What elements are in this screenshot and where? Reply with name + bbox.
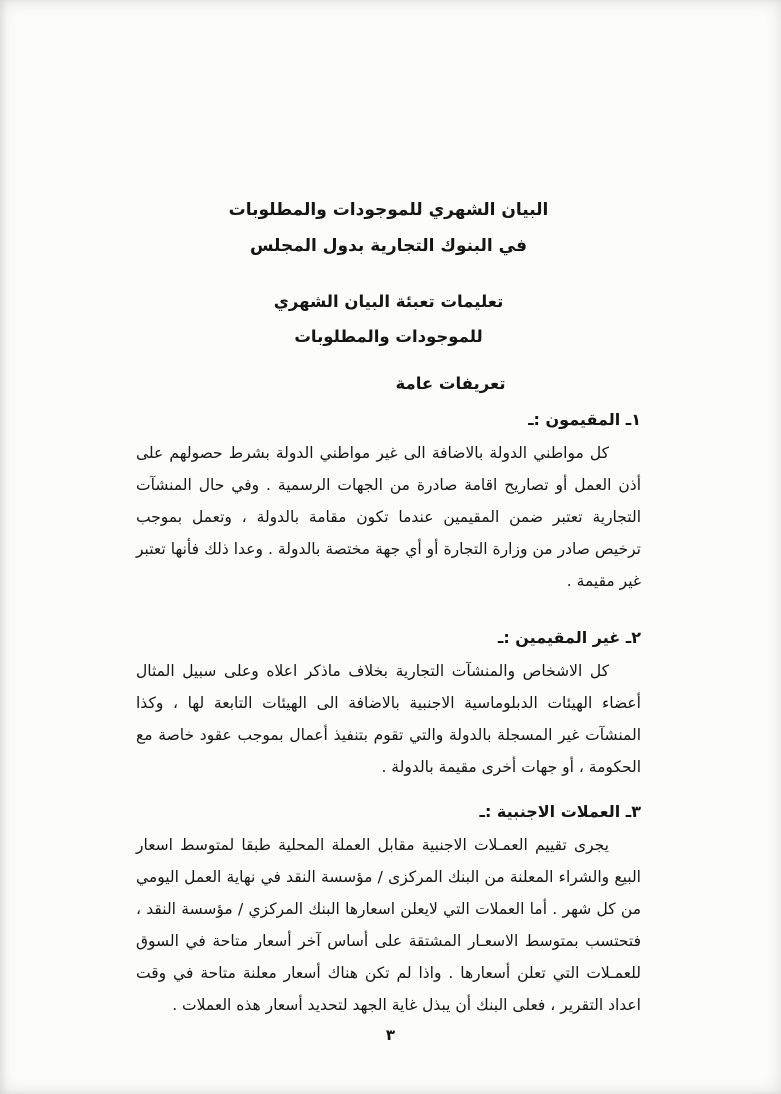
- title-line-1: البيان الشهري للموجودات والمطلوبات: [228, 200, 549, 220]
- item-body-foreign-currencies: يجرى تقييم العمـلات الاجنبية مقابل العملة المحلية طبقا لمتوسط اسعار البيع والشراء المعلنة من البنك المركزى / مؤسسة النقد في نهاية العمل اليومي من كل شهر . أما العملات التي لايعلن اسعارها البنك المركزي / مؤسسة النقد ، فتحتسب بمتوسط الاسعـار المشتقة على أساس آخر أسعار متاحة في السوق للعمـلات التي تعلن أسعارها . واذا لم تكن هناك أسعار معلنة متاحة في وقت اعداد التقرير ، فعلى البنك أن يبذل غاية الجهد لتحديد أسعار هذه العملات .: [136, 836, 641, 1014]
- subtitle-line-1: تعليمات تعبئة البيان الشهري: [273, 292, 504, 311]
- item-heading-non-residents: ٢ـ غير المقيمين :ـ: [497, 628, 641, 647]
- item-body-non-residents: كل الاشخاص والمنشآت التجارية بخلاف ماذكر اعلاه وعلى سبيل المثال أعضاء الهيئات الدبلوماسية الاجنبية بالاضافة الى الهيئات التابعة لها ، وكذا المنشآت غير المسجلة بالدولة والتي تقوم بتنفيذ أعمال بموجب عقود خاصة مع الحكومة ، أو جهات أخرى مقيمة بالدولة .: [136, 662, 641, 776]
- document-title: [136, 192, 641, 264]
- section-heading-general-definitions: تعريفات عامة: [395, 374, 506, 393]
- page-number: ٣: [385, 1026, 396, 1044]
- definition-item-non-residents: [136, 623, 641, 783]
- item-heading-residents: ١ـ المقيمون :ـ: [528, 410, 641, 429]
- document-subtitle: [136, 284, 641, 354]
- item-heading-foreign-currencies: ٣ـ العملات الاجنبية :ـ: [479, 802, 641, 821]
- definition-item-foreign-currencies: [136, 797, 641, 1021]
- title-line-2: في البنوك التجارية بدول المجلس: [250, 236, 527, 256]
- definition-item-residents: [136, 405, 641, 597]
- item-body-residents: كل مواطني الدولة بالاضافة الى غير مواطني الدولة بشرط حصولهم على أذن العمل أو تصاريح اقامة صادرة من الجهات الرسمية . وفي حال المنشآت التجارية تعتبر ضمن المقيمين عندما تكون مقامة بالدولة ، وتعمل بموجب ترخيص صادر من وزارة التجارة أو أي جهة مختصة بالدولة . وعدا ذلك فأنها تعتبر غير مقيمة .: [136, 444, 641, 590]
- document-content: [136, 192, 641, 1035]
- subtitle-line-2: للموجودات والمطلوبات: [294, 327, 483, 346]
